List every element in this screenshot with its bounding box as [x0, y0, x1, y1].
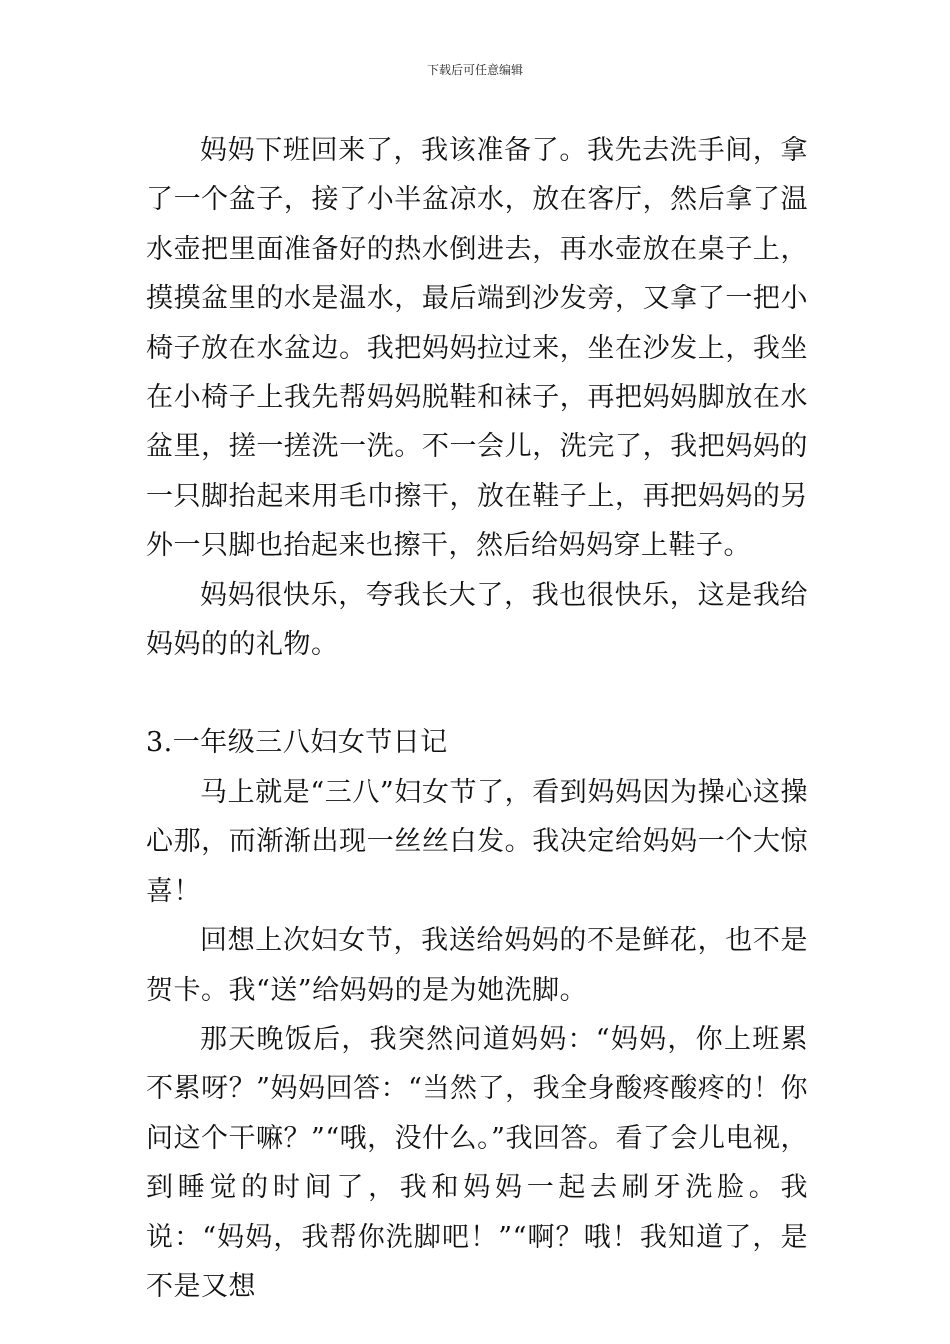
document-body: [146, 126, 808, 1311]
page-header: 下载后可任意编辑: [426, 63, 523, 77]
section-heading: 3.一年级三八妇女节日记: [146, 727, 448, 759]
paragraph-dinner-conversation: 那天晚饭后，我突然问道妈妈：“妈妈，你上班累不累呀？”妈妈回答：“当然了，我全身酸疼酸疼的！你问这个干嘛？”“哦，没什么。”我回答。看了会儿电视，到睡觉的时间了，我和妈妈一起去刷牙洗脸。我说：“妈妈，我帮你洗脚吧！”“啊？哦！我知道了，是不是又想: [146, 1023, 808, 1302]
section-spacer: [146, 669, 808, 718]
paragraph-mother-happy: 妈妈很快乐，夸我长大了，我也很快乐，这是我给妈妈的的礼物。: [146, 579, 808, 661]
paragraph-foot-washing: 妈妈下班回来了，我该准备了。我先去洗手间，拿了一个盆子，接了小半盆凉水，放在客厅，然后拿了温水壶把里面准备好的热水倒进去，再水壶放在桌子上，摸摸盆里的水是温水，最后端到沙发旁，又拿了一把小椅子放在水盆边。我把妈妈拉过来，坐在沙发上，我坐在小椅子上我先帮妈妈脱鞋和袜子，再把妈妈脚放在水盆里，搓一搓洗一洗。不一会儿，洗完了，我把妈妈的一只脚抬起来用毛巾擦干，放在鞋子上，再把妈妈的另外一只脚也抬起来也擦干，然后给妈妈穿上鞋子。: [146, 135, 808, 562]
paragraph-surprise: 马上就是“三八”妇女节了，看到妈妈因为操心这操心那，而渐渐出现一丝丝白发。我决定给妈妈一个大惊喜！: [146, 776, 808, 907]
paragraph-last-womens-day: 回想上次妇女节，我送给妈妈的不是鲜花，也不是贺卡。我“送”给妈妈的是为她洗脚。: [146, 925, 808, 1006]
